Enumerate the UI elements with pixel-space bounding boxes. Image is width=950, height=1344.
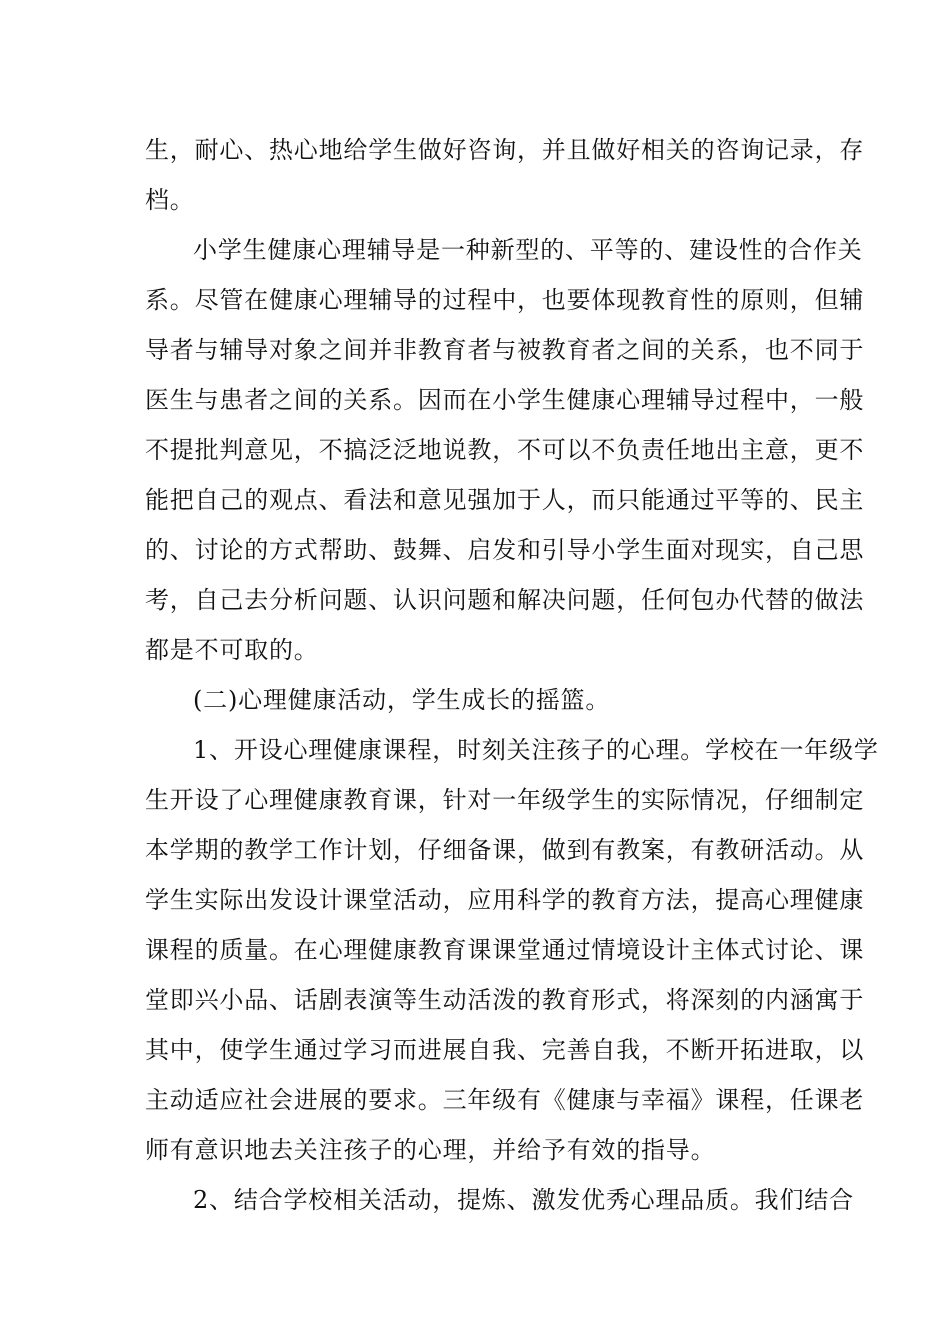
text-line: 其中，使学生通过学习而进展自我、完善自我，不断开拓进取，以 bbox=[145, 1036, 865, 1064]
text-line: 档。 bbox=[145, 186, 195, 214]
text-line: 本学期的教学工作计划，仔细备课，做到有教案，有教研活动。从 bbox=[145, 836, 865, 864]
text-line: 医生与患者之间的关系。因而在小学生健康心理辅导过程中，一般 bbox=[145, 386, 865, 414]
text-line: 1、开设心理健康课程，时刻关注孩子的心理。学校在一年级学 bbox=[193, 736, 879, 764]
text-line: 2、结合学校相关活动，提炼、激发优秀心理品质。我们结合 bbox=[193, 1186, 854, 1214]
text-line: 生开设了心理健康教育课，针对一年级学生的实际情况，仔细制定 bbox=[145, 786, 865, 814]
text-line: 师有意识地去关注孩子的心理，并给予有效的指导。 bbox=[145, 1136, 716, 1164]
text-line: 系。尽管在健康心理辅导的过程中，也要体现教育性的原则，但辅 bbox=[145, 286, 865, 314]
text-line: 考，自己去分析问题、认识问题和解决问题，任何包办代替的做法 bbox=[145, 586, 865, 614]
text-line: 堂即兴小品、话剧表演等生动活泼的教育形式，将深刻的内涵寓于 bbox=[145, 986, 865, 1014]
text-line: 主动适应社会进展的要求。三年级有《健康与幸福》课程，任课老 bbox=[145, 1086, 865, 1114]
text-line: 都是不可取的。 bbox=[145, 636, 319, 664]
text-line: 导者与辅导对象之间并非教育者与被教育者之间的关系，也不同于 bbox=[145, 336, 865, 364]
text-line: 能把自己的观点、看法和意见强加于人，而只能通过平等的、民主 bbox=[145, 486, 865, 514]
section-heading: (二)心理健康活动，学生成长的摇篮。 bbox=[193, 686, 611, 714]
text-line: 的、讨论的方式帮助、鼓舞、启发和引导小学生面对现实，自己思 bbox=[145, 536, 865, 564]
text-line: 不提批判意见，不搞泛泛地说教，不可以不负责任地出主意，更不 bbox=[145, 436, 865, 464]
text-line: 课程的质量。在心理健康教育课课堂通过情境设计主体式讨论、课 bbox=[145, 936, 865, 964]
text-line: 学生实际出发设计课堂活动，应用科学的教育方法，提高心理健康 bbox=[145, 886, 865, 914]
text-line: 生，耐心、热心地给学生做好咨询，并且做好相关的咨询记录，存 bbox=[145, 136, 865, 164]
text-line: 小学生健康心理辅导是一种新型的、平等的、建设性的合作关 bbox=[193, 236, 863, 264]
